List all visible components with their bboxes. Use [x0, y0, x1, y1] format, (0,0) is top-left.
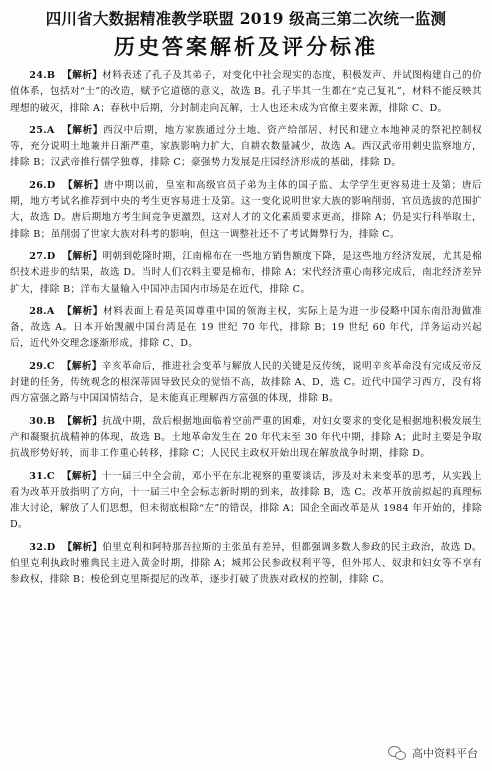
answer-number: 25.A [29, 124, 55, 136]
answer-number: 24.B [29, 70, 56, 81]
document-title: 历史答案解析及评分标准 [114, 35, 378, 59]
answer-text: 西汉中后期，地方家族通过分土地、资产给部居、村民和建立本地神灵的祭祀控制权等，充分说明土地兼并日渐严重，家族影响力扩大，自耕农数量减少，故选 A。西汉武帝用刺史监察地方，排除 B；汉武帝推行儒学独尊，排除 C；豪强势力发展是庄园经济形成的基础，排除 D。 [10, 124, 482, 169]
answer-text: 材料表述了孔子及其弟子，对变化中社会现实的态度，积极发声、并试图构建自己的价值体系，包括对“士”的改造，赋予它道德的意义，故选 B。孔子毕其一生都在“克己复礼”，材料不能反映其理想的破灭，排除 A；春秋中后期，分封制走向瓦解，士人也还未成为官僚主要来源，排除 C、D。 [10, 70, 482, 114]
answer-text: 明朝到乾隆时期，江南棉布在一些地方销售额度下降，是这些地方经济发展，尤其是棉织技术进步的结果，故选 D。当时人们衣料主要是棉布，排除 A；宋代经济重心南移完成后，南北经济差异扩大，排除 B；洋布大量输入中国冲击国内市场是在近代，排除 C。 [10, 250, 482, 295]
answer-item [10, 178, 482, 243]
analysis-label: 【解析】 [62, 70, 103, 81]
answer-number: 28.A [29, 305, 55, 317]
answer-item [10, 414, 482, 463]
answer-number: 32.D [29, 541, 56, 553]
analysis-label: 【解析】 [62, 415, 103, 427]
watermark-text: 高中资料平台 [412, 747, 478, 760]
answer-number: 26.D [29, 179, 56, 191]
watermark [388, 745, 478, 761]
analysis-label: 【解析】 [62, 179, 104, 191]
answer-number: 29.C [29, 360, 55, 372]
analysis-label: 【解析】 [61, 470, 102, 482]
analysis-label: 【解析】 [62, 124, 104, 136]
answer-item [10, 304, 482, 353]
answer-text: 十一届三中全会前，邓小平在东北视察的重要谈话，涉及对未来变革的思考，从实践上看为改革开放指明了方向，十一届三中全会标志新时期的到来，故排除 B，选 C。改革开放前拟起的真理标准大讨论，解放了人们思想，但未彻底根除“左”的错误，排除 A；国企全面改革是从 1984 年开始的，排除 D。 [10, 470, 482, 531]
analysis-label: 【解析】 [62, 541, 103, 553]
answer-item [10, 249, 482, 298]
analysis-label: 【解析】 [62, 250, 103, 262]
answer-number: 30.B [29, 415, 56, 427]
answer-item [10, 469, 482, 534]
answer-number: 27.D [29, 250, 56, 262]
answer-item [10, 123, 482, 172]
answer-text: 抗战中期，敌后根据地面临着空前严重的困难，对妇女要求的变化是根据地积极发展生产和凝聚抗战精神的体现，故选 B。土地革命发生在 20 年代末至 30 年代中期，排除 A；此时主要是争取抗战形势好转，而非工作重心转移，排除 C；人民民主政权开始出现在解放战争时期，排除 D。 [10, 415, 482, 460]
answer-text: 辛亥革命后，推进社会变革与解放人民的关键是反传统，说明辛亥革命没有完成反帝反封建的任务，传统观念的根深蒂固导致民众的觉悟不高，故排除 A、D，选 C。近代中国学习西方，没有将西方富强之路与中国国情结合，是未能真正理解西方富强的体现，排除 B。 [10, 360, 482, 405]
analysis-label: 【解析】 [61, 360, 102, 372]
answer-number: 31.C [29, 470, 55, 482]
wechat-icon [388, 746, 406, 761]
answer-item [10, 540, 482, 589]
answer-item [10, 359, 482, 408]
answer-list [10, 68, 482, 589]
answer-text: 唐中期以前，皇室和高级官员子弟为主体的国子监、太学学生更容易进士及第；唐后期，地方考试名推荐到中央的考生更容易进士及第。这一变化说明世家大族的影响削弱，官员选拔的范围扩大，故选 D。唐后期地方考生间竞争更激烈，这对人才的文化素质要求更高，排除 A；仍是实行科举取士，排除 B；虽削弱了世家大族对科考的影响，但这一调整社还不了考试舞弊行为，排除 C。 [10, 179, 482, 240]
analysis-label: 【解析】 [62, 305, 104, 317]
answer-text: 材料表面上看是英国尊重中国的领海主权，实际上是为进一步侵略中国东南沿海做准备，故选 A。日本开始觊觎中国台湾是在 19 世纪 70 年代，排除 B；19 世纪 60 年代，洋务运动兴起后，近代外交理念逐渐形成，排除 C、D。 [10, 305, 482, 350]
answer-item [10, 68, 482, 117]
answer-text: 伯里克利和阿特那吾拉斯的主张虽有差异，但都强调多数人参政的民主政治，故选 D。伯里克利执政时雅典民主进入黄金时期，排除 A；城邦公民参政权利平等，但外邦人、奴隶和妇女等不享有参政权，排除 B；梭伦到克里斯提尼的改革，逐步打破了贵族对政权的控制，排除 C。 [10, 541, 483, 586]
document-header: 四川省大数据精准教学联盟 2019 级高三第二次统一监测 [45, 9, 447, 28]
